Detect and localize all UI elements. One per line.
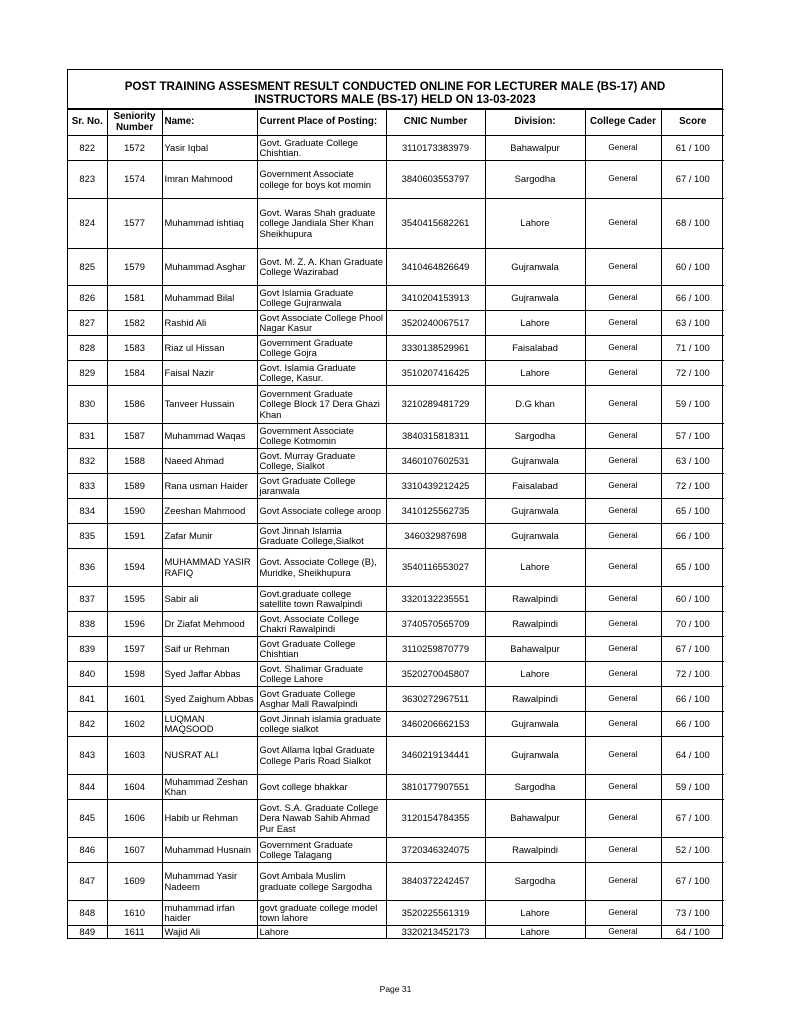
table-row	[68, 361, 724, 386]
cell-division: Sargodha	[485, 424, 585, 449]
table-row	[68, 838, 724, 863]
cell-division: Faisalabad	[485, 474, 585, 499]
cell-name: Rana usman Haider	[162, 474, 257, 499]
cell-name: Tanveer Hussain	[162, 386, 257, 424]
cell-sr: 822	[68, 136, 107, 161]
cell-sr: 824	[68, 199, 107, 249]
cell-place: Govt. Shalimar Graduate College Lahore	[257, 662, 386, 687]
cell-seniority: 1603	[107, 737, 162, 775]
cell-sr: 839	[68, 637, 107, 662]
cell-division: Gujranwala	[485, 737, 585, 775]
cell-seniority: 1597	[107, 637, 162, 662]
cell-place: Government Associate College Kotmomin	[257, 424, 386, 449]
cell-division: Gujranwala	[485, 499, 585, 524]
cell-cnic: 3520240067517	[386, 311, 485, 336]
cell-cader: General	[585, 499, 661, 524]
cell-name: Syed Zaighum Abbas	[162, 687, 257, 712]
cell-cnic: 346032987698	[386, 524, 485, 549]
cell-seniority: 1602	[107, 712, 162, 737]
cell-cnic: 3840372242457	[386, 863, 485, 901]
cell-place: Govt Associate College Phool Nagar Kasur	[257, 311, 386, 336]
cell-score: 67 / 100	[661, 637, 724, 662]
table-row	[68, 136, 724, 161]
cell-name: Zafar Munir	[162, 524, 257, 549]
title-line-1: POST TRAINING ASSESMENT RESULT CONDUCTED ONLINE FOR LECTURER MALE (BS-17) AND	[124, 80, 666, 93]
cell-seniority: 1604	[107, 775, 162, 800]
cell-cnic: 3460206662153	[386, 712, 485, 737]
cell-sr: 840	[68, 662, 107, 687]
cell-score: 67 / 100	[661, 863, 724, 901]
header-cader: College Cader	[585, 110, 661, 136]
cell-division: Lahore	[485, 549, 585, 587]
table-row	[68, 926, 724, 938]
cell-score: 73 / 100	[661, 901, 724, 926]
cell-score: 72 / 100	[661, 361, 724, 386]
cell-cnic: 3810177907551	[386, 775, 485, 800]
cell-division: Sargodha	[485, 863, 585, 901]
table-row	[68, 336, 724, 361]
table-row	[68, 286, 724, 311]
cell-cnic: 3410204153913	[386, 286, 485, 311]
table-row	[68, 549, 724, 587]
cell-score: 66 / 100	[661, 712, 724, 737]
cell-cader: General	[585, 901, 661, 926]
cell-cader: General	[585, 687, 661, 712]
title-line-2: INSTRUCTORS MALE (BS-17) HELD ON 13-03-2023	[254, 93, 536, 106]
cell-name: muhammad irfan haider	[162, 901, 257, 926]
cell-seniority: 1589	[107, 474, 162, 499]
cell-division: Bahawalpur	[485, 136, 585, 161]
header-cnic: CNIC Number	[386, 110, 485, 136]
cell-cader: General	[585, 838, 661, 863]
table-row	[68, 901, 724, 926]
cell-cnic: 3330138529961	[386, 336, 485, 361]
cell-division: Rawalpindi	[485, 612, 585, 637]
cell-place: govt graduate college model town lahore	[257, 901, 386, 926]
header-seniority: Seniority Number	[107, 110, 162, 136]
cell-sr: 832	[68, 449, 107, 474]
cell-score: 72 / 100	[661, 474, 724, 499]
cell-seniority: 1583	[107, 336, 162, 361]
cell-sr: 849	[68, 926, 107, 938]
cell-place: Govt Graduate College Asghar Mall Rawalpindi	[257, 687, 386, 712]
cell-division: Lahore	[485, 311, 585, 336]
cell-cnic: 3210289481729	[386, 386, 485, 424]
cell-division: D.G khan	[485, 386, 585, 424]
table-row	[68, 249, 724, 286]
cell-score: 71 / 100	[661, 336, 724, 361]
cell-cader: General	[585, 863, 661, 901]
cell-division: Gujranwala	[485, 286, 585, 311]
table-row	[68, 161, 724, 199]
results-body	[68, 136, 724, 938]
cell-sr: 826	[68, 286, 107, 311]
cell-division: Gujranwala	[485, 712, 585, 737]
cell-sr: 837	[68, 587, 107, 612]
cell-cnic: 3320213452173	[386, 926, 485, 938]
cell-cader: General	[585, 800, 661, 838]
cell-sr: 845	[68, 800, 107, 838]
cell-name: MUHAMMAD YASIR RAFIQ	[162, 549, 257, 587]
cell-division: Lahore	[485, 361, 585, 386]
cell-cader: General	[585, 336, 661, 361]
header-row	[68, 110, 724, 136]
cell-place: Govt Graduate College jaranwala	[257, 474, 386, 499]
cell-seniority: 1607	[107, 838, 162, 863]
cell-division: Sargodha	[485, 775, 585, 800]
cell-name: NUSRAT ALI	[162, 737, 257, 775]
cell-name: Muhammad Bilal	[162, 286, 257, 311]
page-number: Page 31	[379, 984, 412, 994]
cell-seniority: 1596	[107, 612, 162, 637]
cell-cnic: 3410125562735	[386, 499, 485, 524]
cell-division: Rawalpindi	[485, 838, 585, 863]
table-row	[68, 775, 724, 800]
cell-cnic: 3840603553797	[386, 161, 485, 199]
cell-name: Wajid Ali	[162, 926, 257, 938]
cell-place: Govt. Associate College Chakri Rawalpindi	[257, 612, 386, 637]
cell-division: Faisalabad	[485, 336, 585, 361]
cell-cnic: 3520270045807	[386, 662, 485, 687]
cell-seniority: 1609	[107, 863, 162, 901]
cell-cnic: 3460107602531	[386, 449, 485, 474]
cell-score: 63 / 100	[661, 311, 724, 336]
cell-seniority: 1588	[107, 449, 162, 474]
cell-name: Yasir Iqbal	[162, 136, 257, 161]
cell-division: Gujranwala	[485, 449, 585, 474]
cell-score: 61 / 100	[661, 136, 724, 161]
cell-cader: General	[585, 361, 661, 386]
table-row	[68, 712, 724, 737]
cell-cader: General	[585, 424, 661, 449]
table-row	[68, 424, 724, 449]
table-row	[68, 499, 724, 524]
cell-score: 66 / 100	[661, 286, 724, 311]
table-row	[68, 687, 724, 712]
cell-sr: 841	[68, 687, 107, 712]
cell-division: Rawalpindi	[485, 587, 585, 612]
cell-cader: General	[585, 524, 661, 549]
cell-name: Faisal Nazir	[162, 361, 257, 386]
cell-seniority: 1591	[107, 524, 162, 549]
cell-cader: General	[585, 199, 661, 249]
table-row	[68, 474, 724, 499]
cell-name: LUQMAN MAQSOOD	[162, 712, 257, 737]
cell-place: Govt Jinnah islamia graduate college sialkot	[257, 712, 386, 737]
cell-name: Muhammad Asghar	[162, 249, 257, 286]
cell-cader: General	[585, 249, 661, 286]
cell-seniority: 1577	[107, 199, 162, 249]
cell-seniority: 1587	[107, 424, 162, 449]
cell-seniority: 1610	[107, 901, 162, 926]
cell-name: Saif ur Rehman	[162, 637, 257, 662]
cell-place: Govt college bhakkar	[257, 775, 386, 800]
cell-place: Govt Islamia Graduate College Gujranwala	[257, 286, 386, 311]
table-row	[68, 737, 724, 775]
cell-cnic: 3120154784355	[386, 800, 485, 838]
cell-cader: General	[585, 637, 661, 662]
cell-name: Riaz ul Hissan	[162, 336, 257, 361]
cell-name: Habib ur Rehman	[162, 800, 257, 838]
cell-cnic: 3510207416425	[386, 361, 485, 386]
cell-seniority: 1579	[107, 249, 162, 286]
cell-cader: General	[585, 474, 661, 499]
cell-score: 63 / 100	[661, 449, 724, 474]
cell-seniority: 1572	[107, 136, 162, 161]
cell-name: Dr Ziafat Mehmood	[162, 612, 257, 637]
cell-cader: General	[585, 775, 661, 800]
cell-cader: General	[585, 662, 661, 687]
cell-name: Muhammad Waqas	[162, 424, 257, 449]
cell-cnic: 3110259870779	[386, 637, 485, 662]
cell-sr: 829	[68, 361, 107, 386]
cell-cader: General	[585, 286, 661, 311]
cell-cnic: 3320132235551	[386, 587, 485, 612]
cell-score: 64 / 100	[661, 926, 724, 938]
cell-cader: General	[585, 136, 661, 161]
cell-seniority: 1611	[107, 926, 162, 938]
header-score: Score	[661, 110, 724, 136]
cell-cnic: 3310439212425	[386, 474, 485, 499]
cell-division: Lahore	[485, 662, 585, 687]
cell-score: 59 / 100	[661, 775, 724, 800]
cell-cnic: 3540415682261	[386, 199, 485, 249]
cell-score: 52 / 100	[661, 838, 724, 863]
cell-place: Govt Ambala Muslim graduate college Sargodha	[257, 863, 386, 901]
cell-seniority: 1574	[107, 161, 162, 199]
cell-cader: General	[585, 549, 661, 587]
cell-division: Bahawalpur	[485, 800, 585, 838]
cell-cader: General	[585, 161, 661, 199]
table-row	[68, 449, 724, 474]
cell-cnic: 3720346324075	[386, 838, 485, 863]
cell-division: Bahawalpur	[485, 637, 585, 662]
cell-place: Govt Jinnah Islamia Graduate College,Sialkot	[257, 524, 386, 549]
table-row	[68, 637, 724, 662]
cell-seniority: 1590	[107, 499, 162, 524]
table-row	[68, 662, 724, 687]
cell-sr: 825	[68, 249, 107, 286]
result-sheet	[67, 69, 723, 939]
cell-division: Lahore	[485, 926, 585, 938]
cell-sr: 828	[68, 336, 107, 361]
cell-cader: General	[585, 926, 661, 938]
cell-place: Govt. Islamia Graduate College, Kasur.	[257, 361, 386, 386]
cell-division: Rawalpindi	[485, 687, 585, 712]
cell-sr: 838	[68, 612, 107, 637]
cell-place: Government Graduate College Gojra	[257, 336, 386, 361]
cell-cader: General	[585, 587, 661, 612]
cell-score: 60 / 100	[661, 587, 724, 612]
cell-division: Gujranwala	[485, 249, 585, 286]
cell-name: Muhammad Zeshan Khan	[162, 775, 257, 800]
results-table	[68, 109, 724, 938]
table-row	[68, 587, 724, 612]
cell-cnic: 3840315818311	[386, 424, 485, 449]
cell-name: Syed Jaffar Abbas	[162, 662, 257, 687]
cell-place: Govt. Graduate College Chishtian.	[257, 136, 386, 161]
cell-seniority: 1586	[107, 386, 162, 424]
cell-name: Sabir ali	[162, 587, 257, 612]
cell-name: Muhammad ishtiaq	[162, 199, 257, 249]
cell-sr: 835	[68, 524, 107, 549]
cell-name: Muhammad Yasir Nadeem	[162, 863, 257, 901]
cell-score: 70 / 100	[661, 612, 724, 637]
cell-cnic: 3410464826649	[386, 249, 485, 286]
cell-name: Rashid Ali	[162, 311, 257, 336]
cell-sr: 833	[68, 474, 107, 499]
cell-place: Govt Graduate College Chishtian	[257, 637, 386, 662]
cell-score: 72 / 100	[661, 662, 724, 687]
header-name: Name:	[162, 110, 257, 136]
cell-name: Imran Mahmood	[162, 161, 257, 199]
cell-place: Govt.graduate college satellite town Rawalpindi	[257, 587, 386, 612]
table-row	[68, 863, 724, 901]
cell-place: Govt. Waras Shah graduate college Jandiala Sher Khan Sheikhupura	[257, 199, 386, 249]
cell-place: Govt. S.A. Graduate College Dera Nawab Sahib Ahmad Pur East	[257, 800, 386, 838]
cell-cader: General	[585, 386, 661, 424]
cell-seniority: 1595	[107, 587, 162, 612]
header-division: Division:	[485, 110, 585, 136]
cell-place: Lahore	[257, 926, 386, 938]
header-place: Current Place of Posting:	[257, 110, 386, 136]
cell-cnic: 3540116553027	[386, 549, 485, 587]
cell-division: Sargodha	[485, 161, 585, 199]
cell-place: Govt Allama Iqbal Graduate College Paris Road Sialkot	[257, 737, 386, 775]
cell-seniority: 1581	[107, 286, 162, 311]
cell-seniority: 1601	[107, 687, 162, 712]
cell-division: Lahore	[485, 199, 585, 249]
cell-cnic: 3630272967511	[386, 687, 485, 712]
table-row	[68, 524, 724, 549]
cell-seniority: 1594	[107, 549, 162, 587]
cell-score: 67 / 100	[661, 800, 724, 838]
cell-sr: 847	[68, 863, 107, 901]
cell-sr: 823	[68, 161, 107, 199]
cell-score: 65 / 100	[661, 499, 724, 524]
cell-score: 65 / 100	[661, 549, 724, 587]
cell-score: 60 / 100	[661, 249, 724, 286]
cell-sr: 848	[68, 901, 107, 926]
cell-sr: 836	[68, 549, 107, 587]
cell-cader: General	[585, 449, 661, 474]
cell-cader: General	[585, 712, 661, 737]
cell-sr: 842	[68, 712, 107, 737]
cell-name: Muhammad Husnain	[162, 838, 257, 863]
cell-score: 66 / 100	[661, 524, 724, 549]
cell-name: Naeed Ahmad	[162, 449, 257, 474]
table-row	[68, 199, 724, 249]
cell-sr: 846	[68, 838, 107, 863]
cell-place: Government Associate college for boys kot momin	[257, 161, 386, 199]
cell-division: Lahore	[485, 901, 585, 926]
cell-sr: 843	[68, 737, 107, 775]
cell-place: Govt. Associate College (B), Muridke, Sheikhupura	[257, 549, 386, 587]
cell-score: 64 / 100	[661, 737, 724, 775]
cell-place: Government Graduate College Block 17 Dera Ghazi Khan	[257, 386, 386, 424]
cell-place: Govt Associate college aroop	[257, 499, 386, 524]
cell-sr: 834	[68, 499, 107, 524]
cell-seniority: 1606	[107, 800, 162, 838]
header-sr: Sr. No.	[68, 110, 107, 136]
document-title	[68, 70, 722, 109]
cell-name: Zeeshan Mahmood	[162, 499, 257, 524]
cell-score: 67 / 100	[661, 161, 724, 199]
cell-place: Govt. M. Z. A. Khan Graduate College Wazirabad	[257, 249, 386, 286]
cell-cader: General	[585, 737, 661, 775]
cell-cnic: 3520225561319	[386, 901, 485, 926]
cell-sr: 827	[68, 311, 107, 336]
cell-score: 57 / 100	[661, 424, 724, 449]
cell-cnic: 3460219134441	[386, 737, 485, 775]
table-row	[68, 800, 724, 838]
table-row	[68, 612, 724, 637]
cell-score: 66 / 100	[661, 687, 724, 712]
cell-sr: 831	[68, 424, 107, 449]
cell-sr: 844	[68, 775, 107, 800]
cell-cader: General	[585, 612, 661, 637]
cell-score: 59 / 100	[661, 386, 724, 424]
cell-place: Government Graduate College Talagang	[257, 838, 386, 863]
cell-seniority: 1598	[107, 662, 162, 687]
cell-seniority: 1582	[107, 311, 162, 336]
cell-cnic: 3740570565709	[386, 612, 485, 637]
cell-cader: General	[585, 311, 661, 336]
table-row	[68, 311, 724, 336]
cell-score: 68 / 100	[661, 199, 724, 249]
table-row	[68, 386, 724, 424]
cell-place: Govt. Murray Graduate College, Sialkot	[257, 449, 386, 474]
cell-division: Gujranwala	[485, 524, 585, 549]
cell-sr: 830	[68, 386, 107, 424]
cell-cnic: 3110173383979	[386, 136, 485, 161]
cell-seniority: 1584	[107, 361, 162, 386]
